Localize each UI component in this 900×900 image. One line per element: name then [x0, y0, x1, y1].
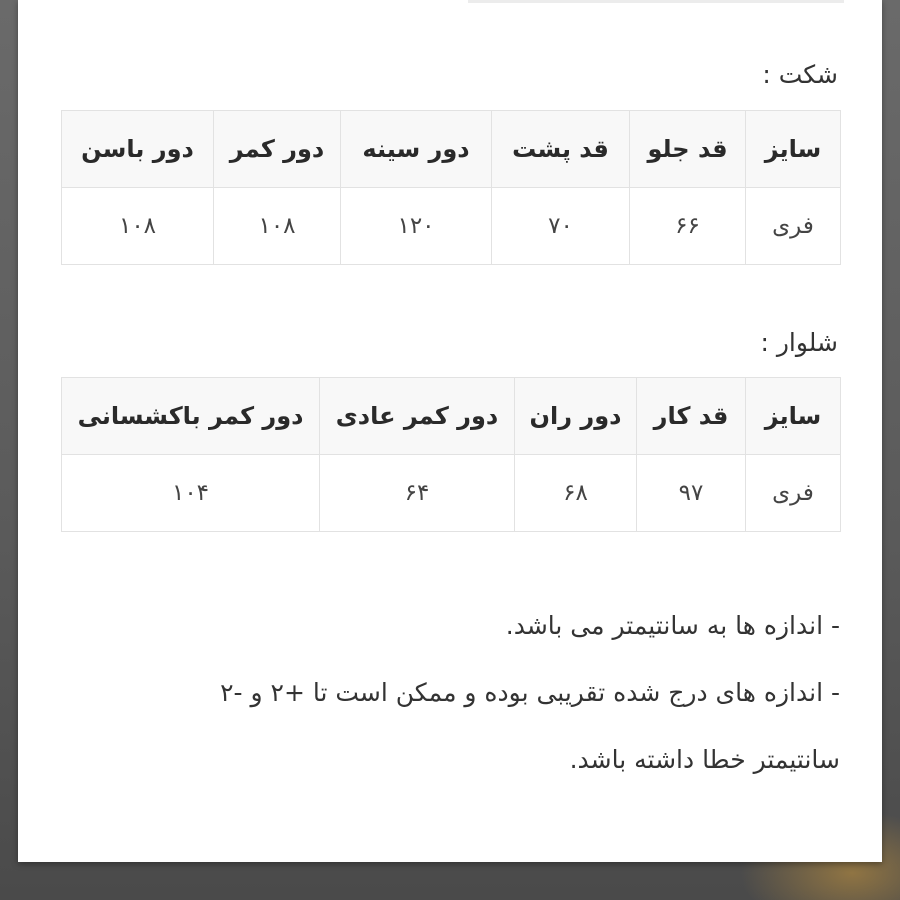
table-row [62, 455, 841, 532]
cell-hip: ۱۰۸ [62, 188, 214, 265]
header-chest: دور سینه [341, 111, 492, 188]
cell-chest: ۱۲۰ [341, 188, 492, 265]
header-elastic-waist: دور کمر باکشسانی [62, 378, 320, 455]
header-hip: دور باسن [62, 111, 214, 188]
cell-size: فری [746, 455, 841, 532]
header-thigh: دور ران [515, 378, 637, 455]
table-header-row [62, 378, 841, 455]
cell-inseam: ۹۷ [637, 455, 746, 532]
note-tolerance-continued: سانتیمتر خطا داشته باشد. [569, 745, 840, 774]
shirt-size-table [61, 110, 841, 265]
table-row [62, 188, 841, 265]
shirt-section-title: شکت : [762, 60, 838, 89]
top-field-edge [468, 0, 844, 3]
size-guide-image [18, 0, 882, 862]
pants-section-title: شلوار : [760, 328, 838, 357]
pants-size-table [61, 377, 841, 532]
cell-waist: ۱۰۸ [214, 188, 341, 265]
cell-thigh: ۶۸ [515, 455, 637, 532]
note-units: - اندازه ها به سانتیمتر می باشد. [505, 611, 840, 640]
cell-elastic-waist: ۱۰۴ [62, 455, 320, 532]
cell-back-length: ۷۰ [492, 188, 630, 265]
cell-regular-waist: ۶۴ [320, 455, 515, 532]
header-regular-waist: دور کمر عادی [320, 378, 515, 455]
header-size: سایز [746, 111, 841, 188]
header-size: سایز [746, 378, 841, 455]
header-front-length: قد جلو [630, 111, 746, 188]
note-tolerance: - اندازه های درج شده تقریبی بوده و ممکن است تا +۲ و -۲ [220, 678, 840, 707]
header-inseam: قد کار [637, 378, 746, 455]
size-notes [80, 592, 840, 793]
cell-size: فری [746, 188, 841, 265]
header-back-length: قد پشت [492, 111, 630, 188]
header-waist: دور کمر [214, 111, 341, 188]
table-header-row [62, 111, 841, 188]
cell-front-length: ۶۶ [630, 188, 746, 265]
